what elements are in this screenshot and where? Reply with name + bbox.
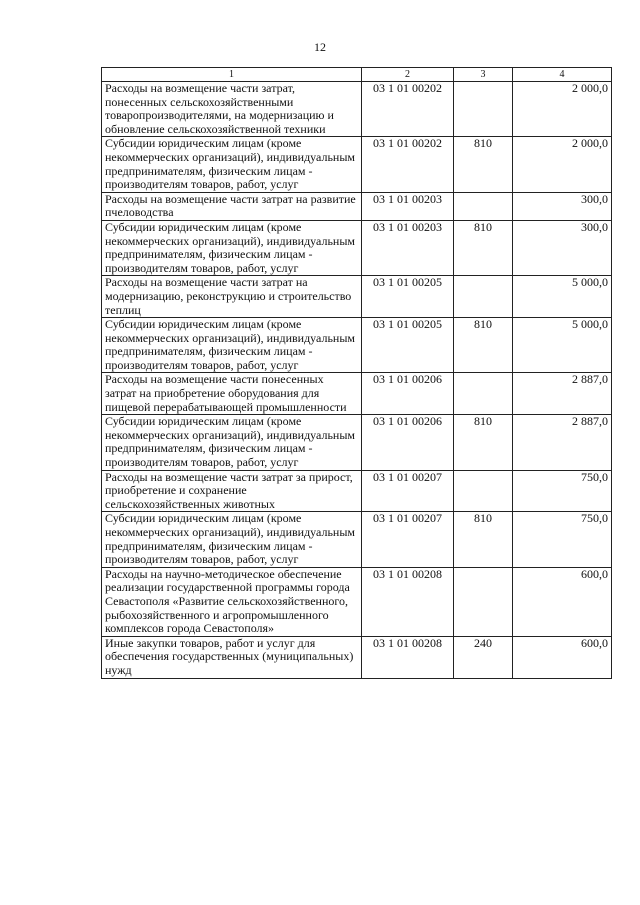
row-code-cell: 03 1 01 00206 [362,415,454,470]
row-vr-cell [454,470,513,512]
row-name-cell: Субсидии юридическим лицам (кроме некоммерческих организаций), индивидуальным предпринимателям, физическим лицам - производителям товаров, работ, услуг [102,318,362,373]
table-row [102,373,612,415]
table-row [102,470,612,512]
row-amount-cell: 300,0 [513,220,612,275]
row-name-cell: Расходы на возмещение части затрат на развитие пчеловодства [102,192,362,220]
row-amount-cell: 2 000,0 [513,82,612,137]
header-cell-vr: 3 [454,68,513,82]
header-cell-name: 1 [102,68,362,82]
row-code-cell: 03 1 01 00207 [362,470,454,512]
row-code-cell: 03 1 01 00205 [362,318,454,373]
row-vr-cell: 810 [454,512,513,567]
table-row [102,636,612,678]
row-vr-cell [454,192,513,220]
row-name-cell: Субсидии юридическим лицам (кроме некоммерческих организаций), индивидуальным предпринимателям, физическим лицам - производителям товаров, работ, услуг [102,220,362,275]
row-name-cell: Субсидии юридическим лицам (кроме некоммерческих организаций), индивидуальным предпринимателям, физическим лицам - производителям товаров, работ, услуг [102,415,362,470]
row-name-cell: Субсидии юридическим лицам (кроме некоммерческих организаций), индивидуальным предпринимателям, физическим лицам - производителям товаров, работ, услуг [102,512,362,567]
row-name-cell: Иные закупки товаров, работ и услуг для обеспечения государственных (муниципальных) нужд [102,636,362,678]
row-amount-cell: 5 000,0 [513,318,612,373]
table-row [102,567,612,636]
table-row [102,512,612,567]
row-vr-cell [454,567,513,636]
row-amount-cell: 750,0 [513,512,612,567]
table-row [102,220,612,275]
row-amount-cell: 2 887,0 [513,373,612,415]
row-vr-cell [454,276,513,318]
row-vr-cell [454,82,513,137]
row-code-cell: 03 1 01 00203 [362,220,454,275]
page-number: 12 [314,40,326,54]
row-code-cell: 03 1 01 00208 [362,567,454,636]
header-cell-amount: 4 [513,68,612,82]
row-code-cell: 03 1 01 00207 [362,512,454,567]
row-name-cell: Субсидии юридическим лицам (кроме некоммерческих организаций), индивидуальным предпринимателям, физическим лицам - производителям товаров, работ, услуг [102,137,362,192]
row-vr-cell [454,373,513,415]
row-vr-cell: 810 [454,220,513,275]
row-amount-cell: 2 887,0 [513,415,612,470]
row-code-cell: 03 1 01 00202 [362,137,454,192]
table-row [102,276,612,318]
row-vr-cell: 810 [454,318,513,373]
row-name-cell: Расходы на возмещение части затрат за прирост, приобретение и сохранение сельскохозяйственных животных [102,470,362,512]
row-name-cell: Расходы на возмещение части затрат, понесенных сельскохозяйственными товаропроизводителями, на модернизацию и обновление сельскохозяйственной техники [102,82,362,137]
row-code-cell: 03 1 01 00208 [362,636,454,678]
row-vr-cell: 810 [454,415,513,470]
table-row [102,192,612,220]
row-code-cell: 03 1 01 00205 [362,276,454,318]
row-amount-cell: 2 000,0 [513,137,612,192]
header-cell-code: 2 [362,68,454,82]
row-name-cell: Расходы на возмещение части затрат на модернизацию, реконструкцию и строительство теплиц [102,276,362,318]
table-row [102,415,612,470]
row-name-cell: Расходы на возмещение части понесенных затрат на приобретение оборудования для пищевой перерабатывающей промышленности [102,373,362,415]
row-amount-cell: 5 000,0 [513,276,612,318]
budget-table [101,67,612,679]
row-code-cell: 03 1 01 00202 [362,82,454,137]
row-amount-cell: 750,0 [513,470,612,512]
row-amount-cell: 300,0 [513,192,612,220]
table-row [102,318,612,373]
row-vr-cell: 810 [454,137,513,192]
row-amount-cell: 600,0 [513,636,612,678]
row-name-cell: Расходы на научно-методическое обеспечение реализации государственной программы города Севастополя «Развитие сельскохозяйственного, рыбохозяйственного и агропромышленного комплексов города Севастополя» [102,567,362,636]
table-row [102,137,612,192]
row-amount-cell: 600,0 [513,567,612,636]
row-code-cell: 03 1 01 00206 [362,373,454,415]
row-vr-cell: 240 [454,636,513,678]
row-code-cell: 03 1 01 00203 [362,192,454,220]
table-row [102,82,612,137]
header-row [102,68,612,82]
